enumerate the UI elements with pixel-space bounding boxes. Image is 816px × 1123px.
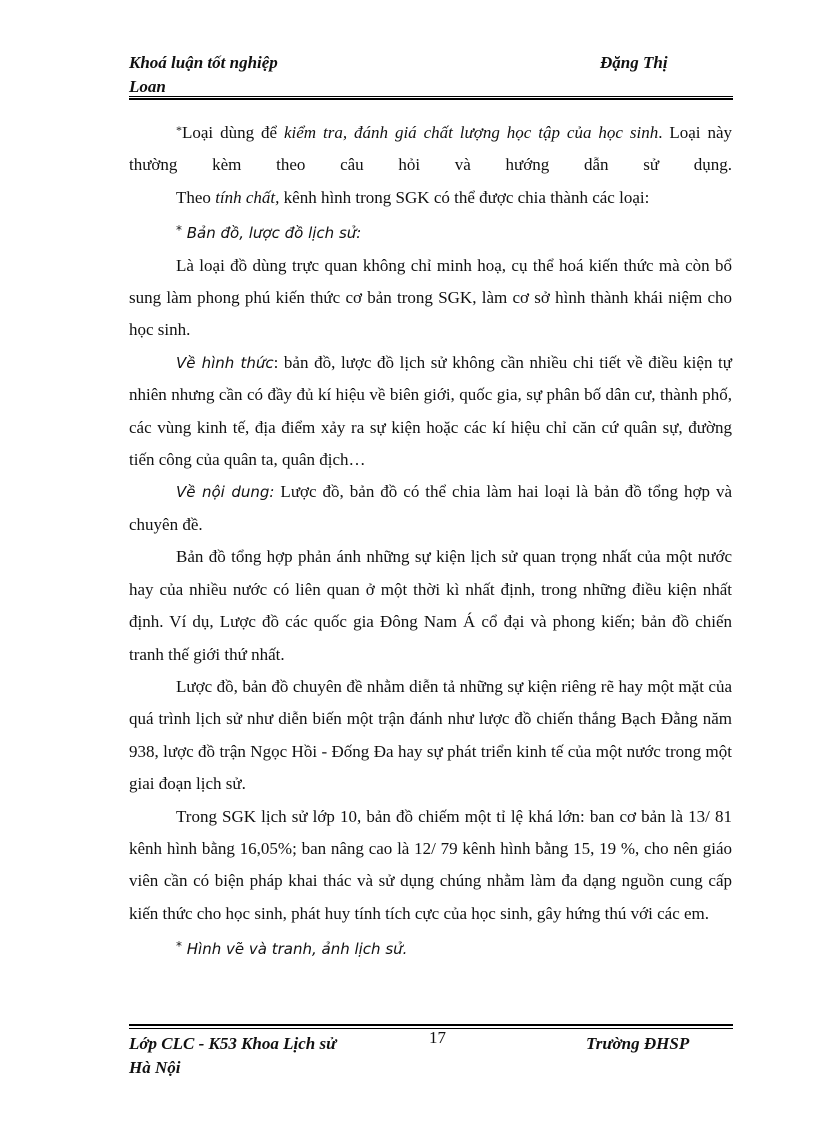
header-title: Khoá luận tốt nghiệp (129, 53, 278, 72)
page-number: 17 (429, 1028, 446, 1047)
paragraph-3: * Bản đồ, lược đồ lịch sử: (176, 223, 362, 243)
footer-rule-thick (129, 1024, 733, 1026)
paragraph-7: Bản đồ tổng hợp phản ánh những sự kiện lịch sử quan trọng nhất của một nước hay của nhiều nước có liên quan ở một thời kì nhất định, trong những điều kiện nhất định. Ví dụ, Lược đồ các quốc gia Đông Nam Á cổ đại và phong kiến; bản đồ chiến tranh thế giới thứ nhất. (129, 547, 732, 664)
paragraph-1: *Loại dùng để kiểm tra, đánh giá chất lượng học tập của học sinh. Loại này thường kèm theo câu hỏi và hướng dẫn sử dụng. (129, 123, 733, 175)
paragraph-10: * Hình vẽ và tranh, ảnh lịch sử. (176, 939, 408, 959)
footer-school: Trường ĐHSP (586, 1034, 690, 1053)
header-left (129, 51, 429, 99)
header-rule (129, 96, 733, 97)
page-body (129, 114, 732, 966)
paragraph-4: Là loại đồ dùng trực quan không chỉ minh hoạ, cụ thể hoá kiến thức mà còn bổ sung làm phong phú kiến thức cơ bản trong SGK, làm cơ sở hình thành khái niệm cho học sinh. (129, 255, 732, 340)
footer-city: Hà Nội (129, 1058, 181, 1077)
header-title-cont: Loan (129, 77, 166, 96)
paragraph-5: Về hình thức: bản đồ, lược đồ lịch sử không cần nhiều chi tiết về điều kiện tự nhiên nhưng cần có đầy đủ kí hiệu về biên giới, quốc gia, sự phân bố dân cư, thành phố, các vùng kinh tế, địa điểm xảy ra sự kiện hoặc các kí hiệu chỉ căn cứ quân sự, đường tiến công của quân ta, quân địch… (129, 352, 732, 470)
paragraph-6: Về nội dung: Lược đồ, bản đồ có thể chia làm hai loại là bản đồ tổng hợp và chuyên đề. (129, 482, 732, 534)
paragraph-9: Trong SGK lịch sử lớp 10, bản đồ chiếm một tỉ lệ khá lớn: ban cơ bản là 13/ 81 kênh hình bằng 16,05%; ban nâng cao là 12/ 79 kênh hình bằng 15, 19 %, cho nên giáo viên cần có biện pháp khai thác và sử dụng chúng nhằm làm đa dạng nguồn cung cấp kiến thức cho học sinh, phát huy tính tích cực của học sinh, gây hứng thú với các em. (129, 806, 732, 923)
header-rule-thick (129, 98, 733, 100)
footer-left (129, 1032, 409, 1080)
paragraph-2: Theo tính chất, kênh hình trong SGK có thể được chia thành các loại: (176, 187, 650, 207)
footer-class: Lớp CLC - K53 Khoa Lịch sử (129, 1034, 337, 1053)
header-author: Đặng Thị (600, 53, 668, 72)
paragraph-8: Lược đồ, bản đồ chuyên đề nhằm diễn tả những sự kiện riêng rẽ hay một mặt của quá trình lịch sử như diễn biến một trận đánh như lược đồ chiến thắng Bạch Đằng năm 938, lược đồ trận Ngọc Hồi - Đống Đa hay sự phát triển kinh tế của một nước trong một giai đoạn lịch sử. (129, 676, 732, 794)
